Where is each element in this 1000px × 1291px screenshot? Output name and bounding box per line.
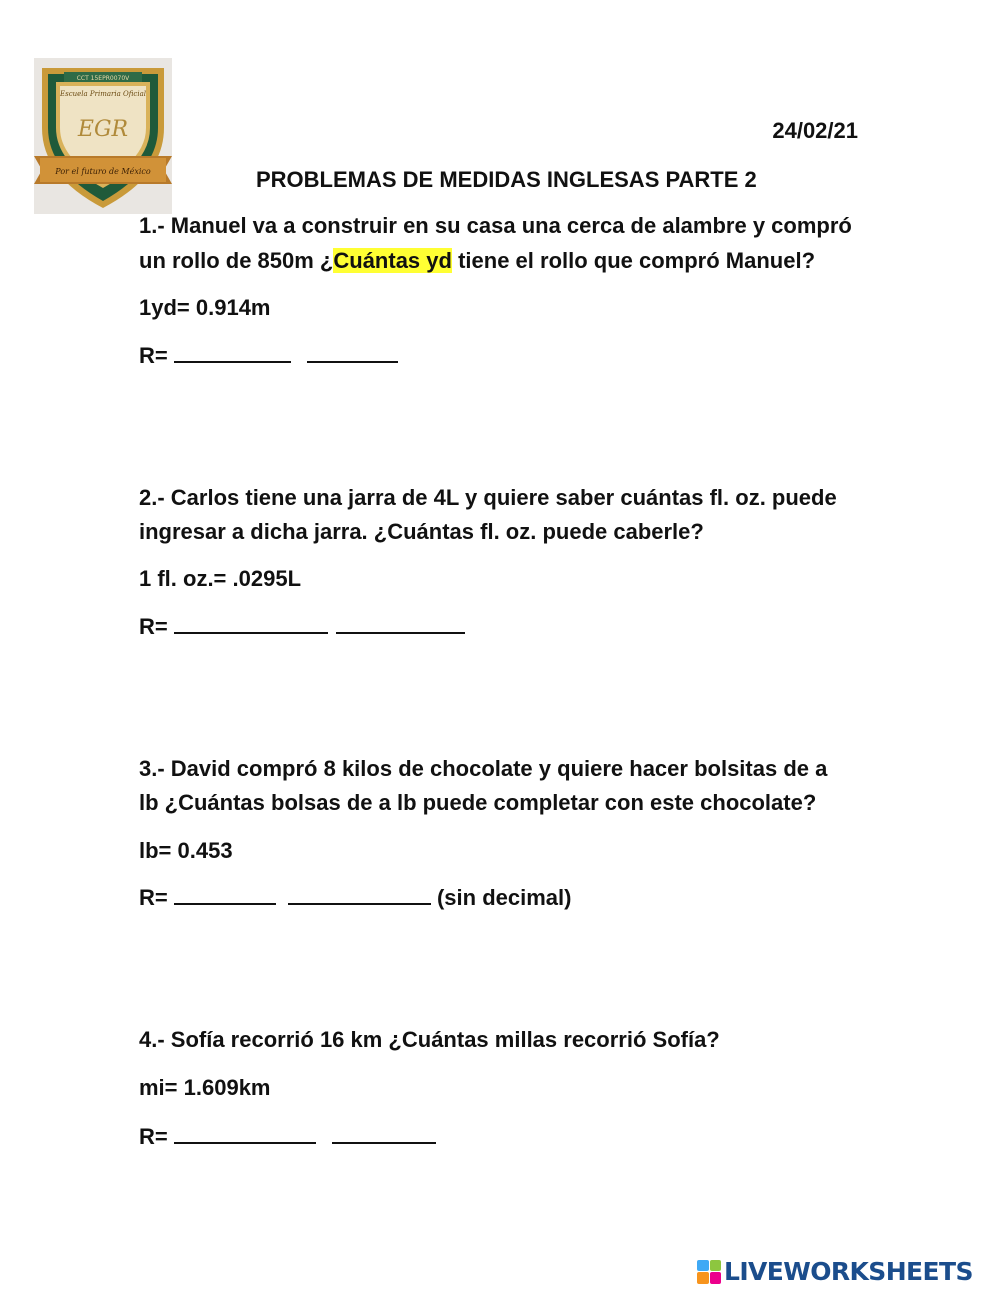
answer-note: (sin decimal) — [430, 885, 572, 910]
problem-4-answer — [139, 1120, 869, 1154]
problem-1-answer — [139, 339, 869, 373]
worksheet-date: 24/02/21 — [772, 118, 858, 143]
logo-monogram: EGR — [77, 117, 129, 142]
answer-label: R= — [139, 343, 174, 368]
logo-ribbon-text: Por el futuro de México — [55, 167, 151, 176]
problem-2-line-1: 2.- Carlos tiene una jarra de 4L y quiere saber cuántas fl. oz. puede — [139, 485, 837, 510]
problem-1-conversion: 1yd= 0.914m — [139, 295, 271, 320]
problem-1-text: un rollo de 850m ¿ — [139, 248, 334, 273]
problem-3-conversion: lb= 0.453 — [139, 838, 233, 863]
problem-2-conversion: 1 fl. oz.= .0295L — [139, 566, 302, 591]
problem-3-answer — [139, 881, 869, 915]
answer-blank-unit[interactable] — [336, 612, 465, 634]
answer-label: R= — [139, 614, 174, 639]
problem-1-line-2 — [139, 244, 869, 278]
liveworksheets-logo[interactable] — [697, 1257, 973, 1286]
logo-arc-text: Escuela Primaria Oficial — [60, 90, 146, 98]
problem-3-line-1: 3.- David compró 8 kilos de chocolate y quiere hacer bolsitas de a — [139, 756, 828, 781]
brand-name: LIVEWORKSHEETS — [724, 1257, 973, 1286]
page-title: PROBLEMAS DE MEDIDAS INGLESAS PARTE 2 — [256, 167, 757, 192]
answer-blank-unit[interactable] — [288, 883, 431, 905]
problem-2-answer — [139, 610, 869, 644]
problem-2-line-2: ingresar a dicha jarra. ¿Cuántas fl. oz. puede caberle? — [139, 519, 704, 544]
answer-label: R= — [139, 885, 174, 910]
school-crest-icon — [34, 58, 172, 214]
liveworksheets-icon — [697, 1260, 721, 1284]
problem-3-line-2: lb ¿Cuántas bolsas de a lb puede completar con este chocolate? — [139, 790, 817, 815]
answer-blank-value[interactable] — [174, 883, 276, 905]
problem-1-text-end: tiene el rollo que compró Manuel? — [451, 248, 816, 273]
problem-4-line-1: 4.- Sofía recorrió 16 km ¿Cuántas millas recorrió Sofía? — [139, 1027, 720, 1052]
answer-blank-value[interactable] — [174, 612, 328, 634]
answer-blank-value[interactable] — [174, 1122, 316, 1144]
answer-blank-unit[interactable] — [307, 341, 398, 363]
school-logo — [34, 58, 172, 214]
answer-blank-unit[interactable] — [332, 1122, 436, 1144]
problem-4-conversion: mi= 1.609km — [139, 1075, 271, 1100]
highlighted-question: Cuántas yd — [333, 248, 452, 273]
problem-1-line-1: 1.- Manuel va a construir en su casa una cerca de alambre y compró — [139, 213, 852, 238]
answer-blank-value[interactable] — [174, 341, 291, 363]
answer-label: R= — [139, 1124, 174, 1149]
logo-top-text: CCT 15EPR0070V — [76, 75, 130, 82]
